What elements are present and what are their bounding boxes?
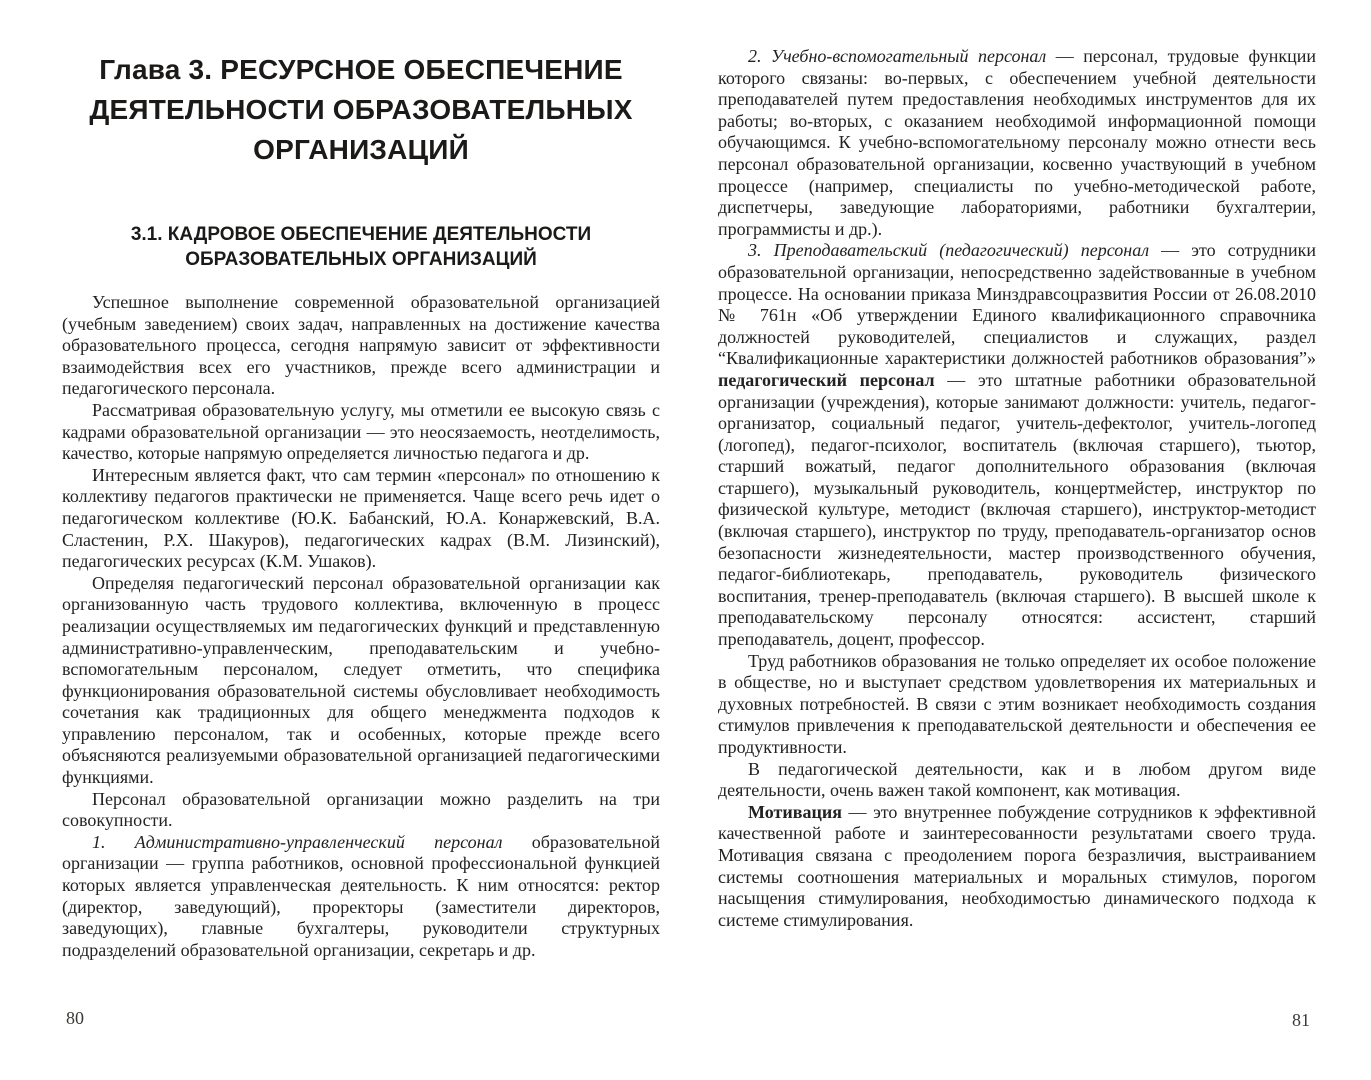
chapter-title xyxy=(62,0,660,170)
paragraph-text: — персонал, трудовые функции которого связаны: во-первых, с обеспечением учебной деятельности преподавателей путем предоставления необходимых инструментов для их работы; во-вторых, с оказанием необходимой информационной помощи обучающимся. К учебно-вспомогательному персоналу можно отнести весь персонал образовательной организации, косвенно участвующий в учебном процессе (например, специалисты по учебно-методической работе, диспетчеры, заведующие лабораториями, работники бухгалтерии, программисты и др.). xyxy=(718,46,1316,239)
page-left xyxy=(62,0,660,1080)
page-number-right: 81 xyxy=(1292,1010,1310,1030)
paragraph xyxy=(718,759,1316,802)
right-text-column xyxy=(718,0,1316,931)
paragraph xyxy=(62,400,660,465)
paragraph-text: образовательной организации — группа работников, основной профессиональной функцией которых является управленческая деятельность. К ним относятся: ректор (директор, заведующий), проректоры (заместители директоров, заведующих), главные бухгалтеры, руководители структурных подразделений образовательной организации, секретарь и др. xyxy=(62,831,660,960)
paragraph xyxy=(718,651,1316,759)
paragraph-list-item-2 xyxy=(718,46,1316,240)
paragraph-list-item-3 xyxy=(718,240,1316,650)
paragraph xyxy=(62,465,660,573)
chapter-title-line: ОРГАНИЗАЦИЙ xyxy=(253,134,469,165)
paragraph-text: — это штатные работники образовательной организации (учреждения), которые занимают должности: учитель, педагог-организатор, социальный педагог, учитель-дефектолог, учитель-логопед (логопед), педагог-психолог, воспитатель (включая старшего), тьютор, старший вожатый, педагог дополнительного образования (включая старшего), музыкальный руководитель, концертмейстер, инструктор по физической культуре, методист (включая старшего), инструктор-методист (включая старшего), инструктор по труду, преподаватель-организатор основ безопасности жизнедеятельности, мастер производственного обучения, педагог-библиотекарь, преподаватель, руководитель физического воспитания, тренер-преподаватель (включая старшего). В высшей школе к преподавательскому персоналу относятся: ассистент, старший преподаватель, доцент, профессор. xyxy=(718,369,1317,650)
paragraph-lead-italic: 1. Административно-управленческий персонал xyxy=(92,831,503,852)
section-title xyxy=(62,222,660,272)
paragraph xyxy=(62,573,660,789)
paragraph-text: Рассматривая образовательную услугу, мы отметили ее высокую связь с кадрами образовательной организации — это неосязаемость, неотделимость, качество, которые напрямую определяется личностью педагога и др. xyxy=(62,399,660,464)
paragraph-text: Интересным является факт, что сам термин «персонал» по отношению к коллективу педагогов практически не применяется. Чаще всего речь идет о педагогическом коллективе (Ю.К. Бабанский, Ю.А. Конаржевский, В.А. Сластенин, Р.Х. Шакуров), педагогических кадрах (В.М. Лизинский), педагогических ресурсах (К.М. Ушаков). xyxy=(62,464,660,572)
paragraph xyxy=(62,789,660,832)
left-text-column xyxy=(62,292,660,961)
paragraph xyxy=(62,292,660,400)
chapter-title-line: ДЕЯТЕЛЬНОСТИ ОБРАЗОВАТЕЛЬНЫХ xyxy=(89,94,633,125)
paragraph-text: В педагогической деятельности, как и в любом другом виде деятельности, очень важен такой компонент, как мотивация. xyxy=(718,758,1316,801)
page-number-left: 80 xyxy=(66,1008,84,1028)
paragraph-text: — это сотрудники образовательной организации, непосредственно задействованные в учебном процессе. На основании приказа Минздравсоцразвития России от 26.08.2010 № 761н «Об утверждении Единого квалификационного справочника должностей руководителей, специалистов и служащих, раздел “Квалификационные характеристики должностей работников образования”» xyxy=(718,240,1316,369)
paragraph-list-item-1 xyxy=(62,832,660,962)
paragraph-text: Определяя педагогический персонал образовательной организации как организованную часть трудового коллектива, включенную в процесс реализации осуществляемых им педагогических функций и представленную административно-управленческим, преподавательским и учебно-вспомогательным персоналом, следует отметить, что специфика функционирования образовательной системы обусловливает необходимость сочетания как традиционных для общего менеджмента подходов к управлению персоналом, так и особенных, которые прежде всего объясняются реализуемыми образовательной организацией педагогическими функциями. xyxy=(62,572,660,788)
section-title-line: ОБРАЗОВАТЕЛЬНЫХ ОРГАНИЗАЦИЙ xyxy=(185,249,537,270)
paragraph-lead-italic: 3. Преподавательский (педагогический) персонал xyxy=(748,240,1150,261)
paragraph-text: — это внутреннее побуждение сотрудников к эффективной качественной работе и заинтересованности результатами своего труда. Мотивация связана с преодолением порога безразличия, выстраиванием системы соотношения материальных и моральных стимулов, порогом насыщения стимулирования, необходимостью динамического подхода к системе стимулирования. xyxy=(718,801,1316,930)
paragraph-lead-italic: 2. Учебно-вспомогательный персонал xyxy=(748,46,1047,66)
chapter-title-line: Глава 3. РЕСУРСНОЕ ОБЕСПЕЧЕНИЕ xyxy=(99,54,623,85)
paragraph-definition-motivation xyxy=(718,802,1316,932)
paragraph-text: Персонал образовательной организации можно разделить на три совокупности. xyxy=(62,788,660,831)
paragraph-lead-bold: Мотивация xyxy=(748,801,842,822)
paragraph-text: Труд работников образования не только определяет их особое положение в обществе, но и выступает средством удовлетворения их материальных и духовных потребностей. В связи с этим возникает необходимость создания стимулов привлечения к преподавательской деятельности и обеспечения ее продуктивности. xyxy=(718,650,1316,757)
page-right xyxy=(718,0,1316,1080)
paragraph-text: Успешное выполнение современной образовательной организацией (учебным заведением) своих задач, направленных на достижение качества образовательного процесса, сегодня напрямую зависит от эффективности взаимодействия всех его участников, прежде всего администрации и педагогического персонала. xyxy=(62,292,660,399)
section-title-line: 3.1. КАДРОВОЕ ОБЕСПЕЧЕНИЕ ДЕЯТЕЛЬНОСТИ xyxy=(130,224,592,245)
paragraph-bold-term: педагогический персонал xyxy=(718,369,935,390)
